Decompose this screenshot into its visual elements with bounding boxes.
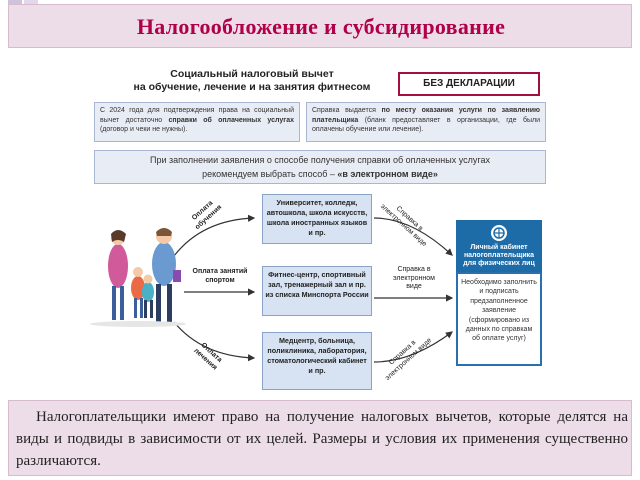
label-certificate-1: Справка в электронном виде bbox=[379, 202, 429, 248]
title-band bbox=[8, 4, 632, 48]
label-certificate-2: Справка в электронном виде bbox=[393, 266, 435, 290]
label-pay-fitness: Оплата занятий спортом bbox=[192, 268, 248, 284]
note-left-bold: справки об оплаченных услугах bbox=[168, 116, 294, 124]
tax-service-emblem-icon bbox=[490, 224, 508, 242]
no-declaration-badge: БЕЗ ДЕКЛАРАЦИИ bbox=[398, 72, 540, 96]
institution-education: Университет, колледж, автошкола, школа искусств, школа иностранных языков и пр. bbox=[262, 194, 372, 244]
cabinet-body: Необходимо заполнить и подписать предзаполненное заявление (сформировано из данных по справкам об оплате услуг) bbox=[456, 272, 542, 366]
cabinet-title: Личный кабинет налогоплательщика для физических лиц bbox=[463, 244, 535, 267]
note-right-bold: по месту оказания услуги по заявлению плательщика bbox=[312, 107, 541, 124]
recommendation-bold: «в электронном виде» bbox=[337, 169, 438, 179]
label-certificate-3: Справка в электронном виде bbox=[383, 336, 433, 382]
label-pay-education: Оплата обучения bbox=[190, 199, 223, 231]
slide-title: Налогообложение и субсидирование bbox=[136, 14, 506, 39]
family-illustration bbox=[82, 190, 192, 330]
heading-line-2: на обучение, лечение и на занятия фитнесом bbox=[133, 81, 371, 93]
summary-text: Налогоплательщики имеют право на получение налоговых вычетов, которые делятся на виды и подвиды в зависимости от их целей. Размеры и условия их применения существенно различаются. bbox=[16, 409, 628, 469]
heading-line-1: Социальный налоговый вычет bbox=[170, 68, 334, 80]
cabinet-header bbox=[456, 220, 542, 272]
note-left-text-1: С 2024 года для подтверждения права на социальный вычет достаточно bbox=[100, 107, 294, 124]
label-pay-medical: Оплата лечения bbox=[192, 341, 224, 372]
note-left-text-2: (договор и чеки не нужны). bbox=[100, 126, 188, 133]
note-right-text-1: Справка выдается bbox=[312, 107, 382, 114]
recommendation-line-1: При заполнении заявления о способе получения справки об оплаченных услугах bbox=[150, 155, 490, 165]
note-right-text-2: (бланк предоставляет в организации, где были оплачены обучение или лечение). bbox=[312, 116, 540, 133]
infographic bbox=[92, 60, 552, 390]
institution-medical: Медцентр, больница, поликлиника, лаборатория, стоматологический кабинет и пр. bbox=[262, 332, 372, 390]
recommendation-text: рекомендуем выбрать способ – bbox=[202, 169, 338, 179]
institution-fitness: Фитнес-центр, спортивный зал, тренажерный зал и пр. из списка Минспорта России bbox=[262, 266, 372, 316]
